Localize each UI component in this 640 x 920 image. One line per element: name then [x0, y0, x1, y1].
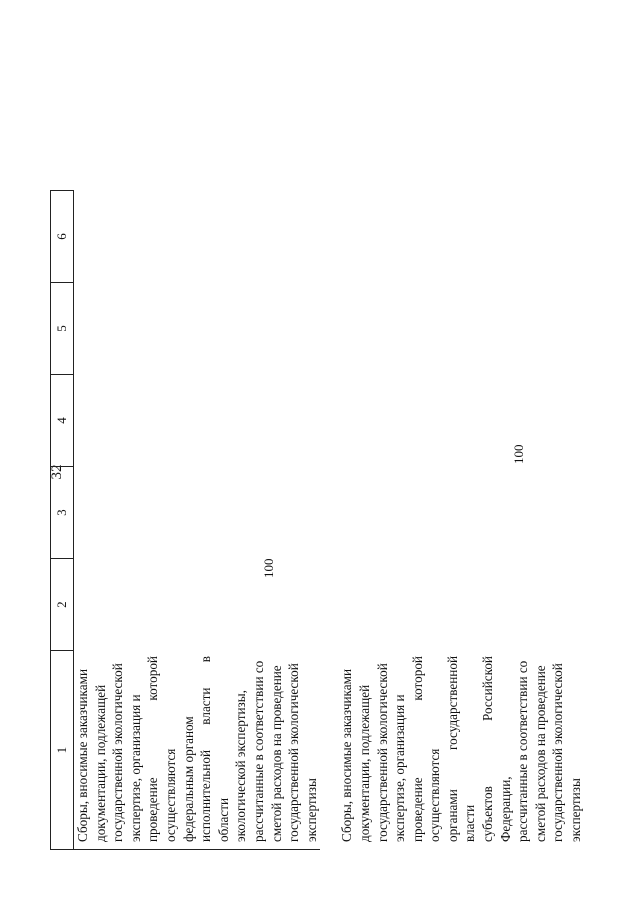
row-description — [74, 649, 320, 850]
description-line: документации, подлежащей — [92, 684, 108, 842]
description-line: сметой расходов на проведение — [532, 665, 548, 842]
description-line: органами государственной власти — [444, 656, 478, 842]
row-description — [338, 649, 584, 850]
description-line: экспертизе, организация и — [127, 694, 143, 842]
column-header-4: 4 — [51, 375, 73, 467]
description-line: Сборы, вносимые заказчиками — [75, 668, 90, 842]
table-row — [74, 190, 320, 850]
description-line: экспертизы — [303, 778, 319, 842]
description-line: исполнительной власти в области — [198, 656, 231, 842]
row-value: 100 — [261, 558, 276, 578]
column-header-2: 2 — [51, 559, 73, 651]
description-line: документации, подлежащей — [356, 684, 372, 842]
description-line: экспертизы — [568, 778, 584, 842]
description-line: рассчитанные в соответствии со — [250, 660, 266, 842]
description-line: Сборы, вносимые заказчиками — [339, 668, 355, 842]
description-line: проведение которой осуществляются — [409, 656, 443, 842]
description-line: государственной экологической — [374, 663, 390, 842]
description-line: рассчитанные в соответствии со — [515, 660, 531, 842]
column-header-3: 3 — [51, 467, 73, 559]
description-line: государственной экологической — [110, 663, 126, 842]
description-line: сметой расходов на проведение — [268, 665, 284, 842]
column-header-1: 1 — [51, 651, 73, 850]
description-line: экологической экспертизы, — [233, 690, 249, 842]
column-header-6: 6 — [51, 190, 73, 283]
fee-table — [50, 190, 585, 850]
table-header-row — [50, 190, 74, 850]
page-number: 32 — [49, 464, 65, 480]
description-line: экспертизе, организация и — [392, 694, 408, 842]
column-header-5: 5 — [51, 283, 73, 375]
table-row — [338, 190, 584, 850]
description-line: государственной экологической — [550, 663, 566, 842]
description-line: государственной экологической — [286, 663, 302, 842]
rotated-table-area — [50, 80, 590, 920]
description-line: субъектов Российской Федерации, — [480, 656, 513, 842]
row-value: 100 — [511, 444, 527, 464]
description-line: федеральным органом — [180, 716, 196, 842]
description-line: проведение которой осуществляются — [145, 656, 178, 842]
